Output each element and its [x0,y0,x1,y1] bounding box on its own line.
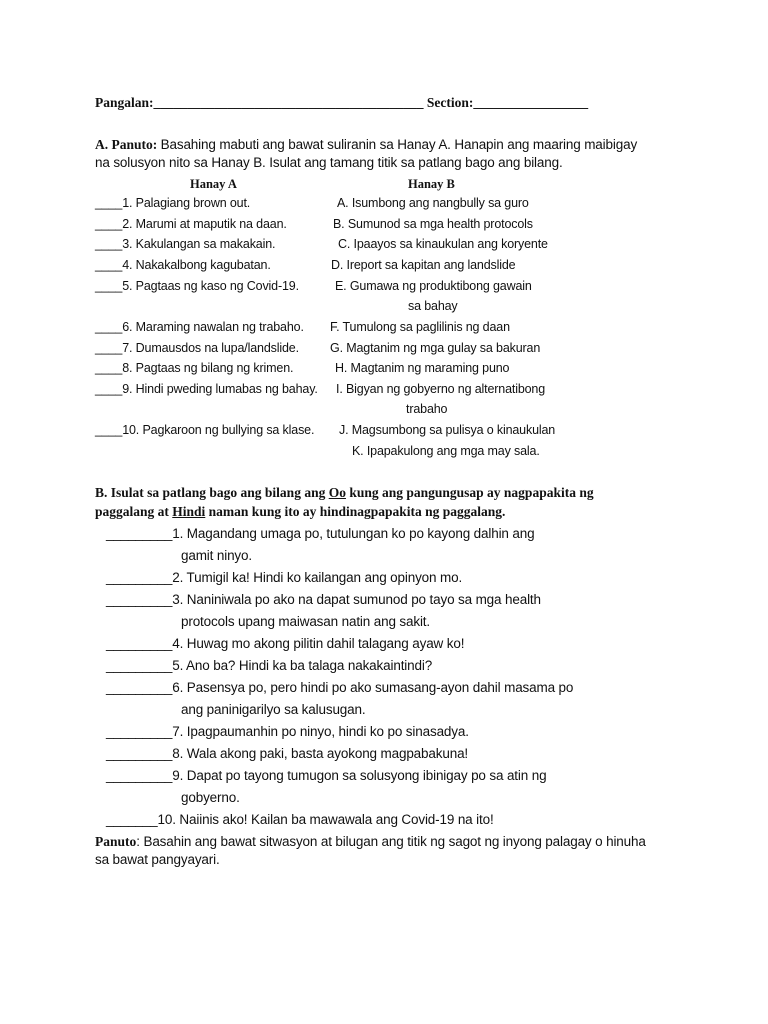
hanay-b-item: C. Ipaayos sa kinaukulan ang koryente [338,237,548,251]
part-b-item: _________4. Huwag mo akong pilitin dahil talagang ayaw ko! [106,636,465,651]
hindi-keyword: Hindi [172,504,206,519]
hanay-b-item: J. Magsumbong sa pulisya o kinaukulan [339,423,556,437]
hanay-b-item-cont: trabaho [406,402,448,416]
hanay-a-item: ____1. Palagiang brown out. [95,196,251,210]
part-b-title-text: paggalang at [95,504,173,519]
hanay-a-item: ____9. Hindi pweding lumabas ng bahay. [95,382,318,396]
hanay-b-item: F. Tumulong sa paglilinis ng daan [330,320,510,334]
hanay-a-item: ____6. Maraming nawalan ng trabaho. [95,320,304,334]
part-b-item: _________9. Dapat po tayong tumugon sa solusyong ibinigay po sa atin ng [106,768,547,783]
part-b-item: _________5. Ano ba? Hindi ka ba talaga nakakaintindi? [106,658,433,673]
header-line [95,95,588,111]
part-b-item: _________1. Magandang umaga po, tutulungan ko po kayong dalhin ang [106,526,535,541]
hanay-b-item: E. Gumawa ng produktibong gawain [335,279,532,293]
part-b-title-line-2 [95,504,505,520]
hanay-a-item: ____10. Pagkaroon ng bullying sa klase. [95,423,315,437]
part-b-item-cont: ang paninigarilyo sa kalusugan. [181,702,366,717]
part-a-instruction-1: Basahing mabuti ang bawat suliranin sa Hanay A. Hanapin ang maaring maibigay [160,137,638,152]
part-b-item: _________3. Naniniwala po ako na dapat sumunod po tayo sa mga health [106,592,541,607]
hanay-b-header: Hanay B [408,177,455,191]
part-a-title: A. Panuto: [95,137,158,152]
part-c-instruction-2: sa bawat pangyayari. [95,852,220,867]
hanay-b-item: H. Magtanim ng maraming puno [335,361,510,375]
hanay-b-item: A. Isumbong ang nangbully sa guro [337,196,529,210]
hanay-b-item: I. Bigyan ng gobyerno ng alternatibong [336,382,546,396]
hanay-b-item: B. Sumunod sa mga health protocols [333,217,533,231]
name-label: Pangalan: [95,95,154,110]
part-b-title-line-1 [95,485,594,501]
hanay-a-header: Hanay A [190,177,237,191]
part-c-instruction-1: : Basahin ang bawat sitwasyon at bilugan ang titik ng sagot ng inyong palagay o hinuha [136,834,646,849]
part-b-item: _________8. Wala akong paki, basta ayokong magpabakuna! [106,746,469,761]
part-b-item: _________2. Tumigil ka! Hindi ko kailangan ang opinyon mo. [106,570,463,585]
part-c-instruction-line-1 [95,834,646,850]
part-b-item-cont: protocols upang maiwasan natin ang sakit. [181,614,431,629]
hanay-a-item: ____8. Pagtaas ng bilang ng krimen. [95,361,294,375]
hanay-a-item: ____3. Kakulangan sa makakain. [95,237,276,251]
name-blank[interactable]: ________________________________________ [153,95,424,110]
part-b-item-cont: gobyerno. [181,790,240,805]
hanay-b-item: K. Ipapakulong ang mga may sala. [352,444,540,458]
part-b-item: _______10. Naiinis ako! Kailan ba mawawala ang Covid-19 na ito! [106,812,494,827]
section-label: Section: [426,95,474,110]
part-b-item: _________6. Pasensya po, pero hindi po ako sumasang-ayon dahil masama po [106,680,574,695]
hanay-b-item-cont: sa bahay [408,299,458,313]
part-b-title-text: B. Isulat sa patlang bago ang bilang ang [95,485,329,500]
hanay-b-item: G. Magtanim ng mga gulay sa bakuran [330,341,541,355]
part-c-title: Panuto [95,834,137,849]
hanay-a-item: ____5. Pagtaas ng kaso ng Covid-19. [95,279,299,293]
hanay-b-item: D. Ireport sa kapitan ang landslide [331,258,516,272]
oo-keyword: Oo [328,485,346,500]
part-b-item: _________7. Ipagpaumanhin po ninyo, hindi ko po sinasadya. [106,724,469,739]
section-blank[interactable]: _________________ [473,95,589,110]
part-b-item-cont: gamit ninyo. [181,548,252,563]
part-b-title-text: naman kung ito ay hindinagpapakita ng paggalang. [205,504,506,519]
hanay-a-item: ____4. Nakakalbong kagubatan. [95,258,271,272]
hanay-a-item: ____7. Dumausdos na lupa/landslide. [95,341,299,355]
part-b-title-text: kung ang pangungusap ay nagpapakita ng [345,485,594,500]
part-a-instruction-2: na solusyon nito sa Hanay B. Isulat ang tamang titik sa patlang bago ang bilang. [95,155,563,170]
hanay-a-item: ____2. Marumi at maputik na daan. [95,217,287,231]
part-a-instruction-line-1 [95,137,637,153]
